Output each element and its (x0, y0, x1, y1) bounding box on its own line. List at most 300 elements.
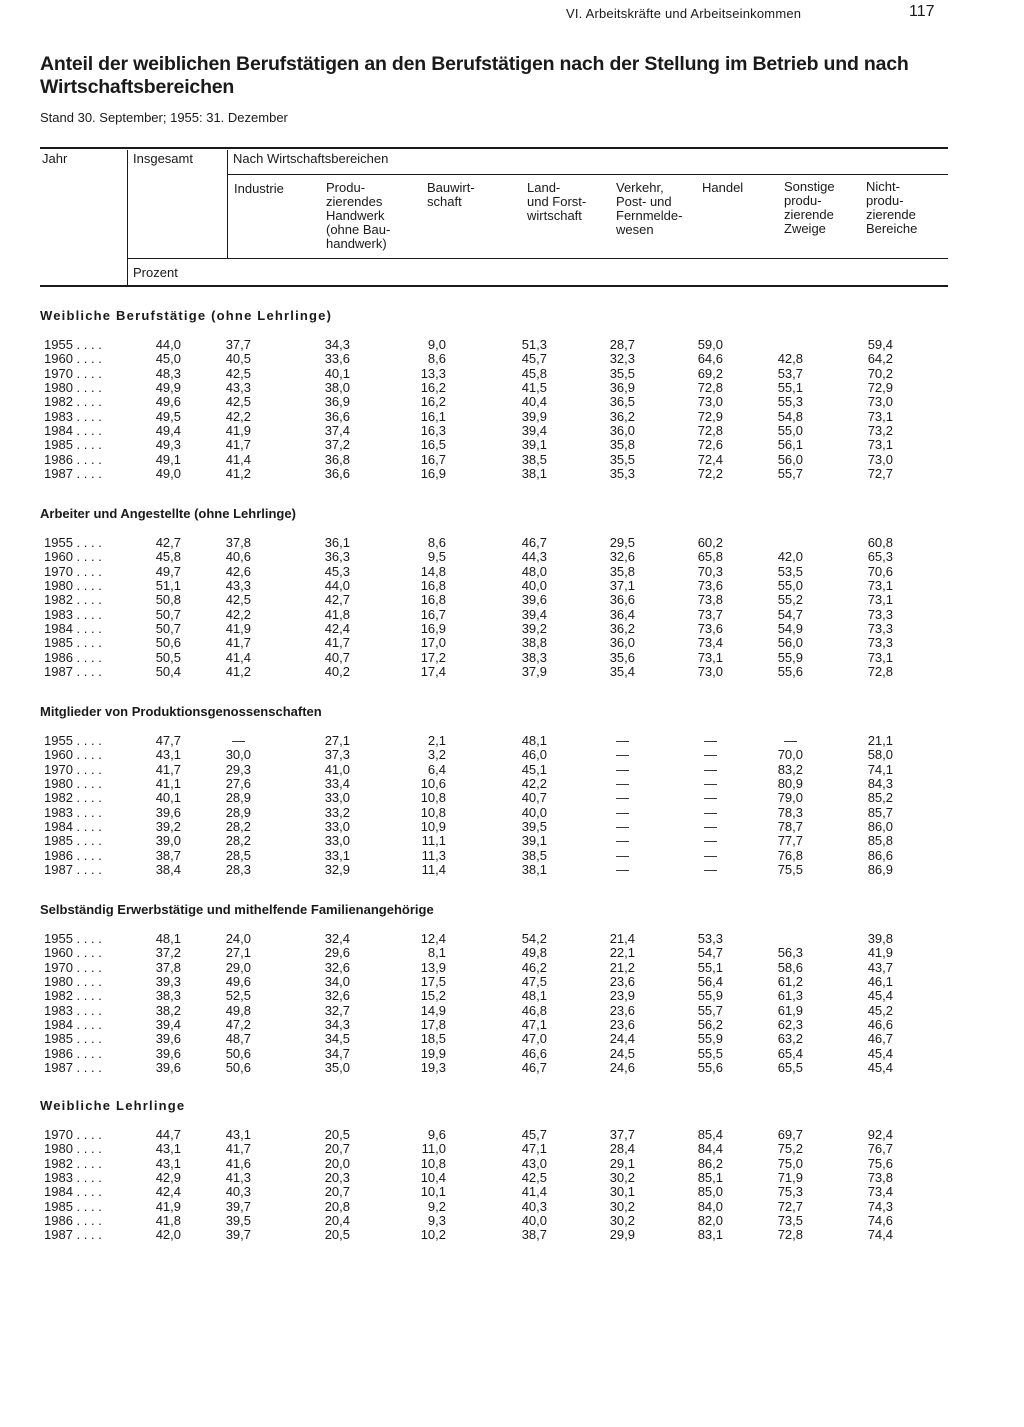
cell-land: 45,8 (521, 366, 547, 381)
table-row (0, 665, 1024, 679)
cell-bau: 16,5 (420, 437, 446, 452)
cell-total: 49,1 (155, 452, 181, 467)
cell-land: 45,7 (521, 1127, 547, 1142)
cell-nicht: 70,6 (867, 564, 893, 579)
cell-total: 41,8 (155, 1213, 181, 1228)
cell-handwerk: 34,5 (324, 1031, 350, 1046)
year-cell: 1987 . . . . (44, 466, 102, 481)
col-header-industrie: Industrie (234, 181, 284, 196)
cell-total: 39,6 (155, 1060, 181, 1075)
cell-bau: 16,8 (420, 578, 446, 593)
cell-handwerk: 44,0 (324, 578, 350, 593)
cell-total: 38,2 (155, 1003, 181, 1018)
table-row (0, 467, 1024, 481)
table-row (0, 565, 1024, 579)
year-cell: 1984 . . . . (44, 819, 102, 834)
cell-handwerk: 33,0 (324, 819, 350, 834)
cell-handwerk: 33,4 (324, 776, 350, 791)
section-title: Weibliche Lehrlinge (40, 1098, 186, 1113)
year-cell: 1986 . . . . (44, 1213, 102, 1228)
cell-total: 50,7 (155, 621, 181, 636)
cell-land: 37,9 (521, 664, 547, 679)
cell-total: 39,2 (155, 819, 181, 834)
cell-verkehr: 35,5 (609, 452, 635, 467)
year-cell: 1955 . . . . (44, 931, 102, 946)
cell-industrie: 30,0 (225, 747, 251, 762)
cell-total: 45,0 (155, 351, 181, 366)
cell-total: 38,3 (155, 988, 181, 1003)
cell-total: 38,4 (155, 862, 181, 877)
cell-bau: 12,4 (420, 931, 446, 946)
cell-nicht: 39,8 (867, 931, 893, 946)
year-cell: 1985 . . . . (44, 1199, 102, 1214)
cell-handwerk: 36,9 (324, 394, 350, 409)
cell-bau: 9,2 (427, 1199, 446, 1214)
cell-handwerk: 40,1 (324, 366, 350, 381)
cell-nicht: 84,3 (867, 776, 893, 791)
cell-bau: 16,1 (420, 409, 446, 424)
cell-land: 38,7 (521, 1227, 547, 1242)
cell-land: 41,5 (521, 380, 547, 395)
cell-handwerk: 34,0 (324, 974, 350, 989)
cell-land: 49,8 (521, 945, 547, 960)
table-row (0, 651, 1024, 665)
cell-sonstige: 54,9 (777, 621, 803, 636)
cell-nicht: 46,6 (867, 1017, 893, 1032)
cell-total: 48,3 (155, 366, 181, 381)
cell-total: 41,9 (155, 1199, 181, 1214)
cell-handel: 55,9 (697, 1031, 723, 1046)
cell-handwerk: 41,7 (324, 635, 350, 650)
cell-total: 44,0 (155, 337, 181, 352)
cell-handwerk: 33,6 (324, 351, 350, 366)
year-cell: 1970 . . . . (44, 762, 102, 777)
cell-bau: 16,3 (420, 423, 446, 438)
cell-nicht: 21,1 (867, 733, 893, 748)
cell-land: 40,0 (521, 805, 547, 820)
cell-land: 42,2 (521, 776, 547, 791)
cell-handel: 72,8 (697, 380, 723, 395)
year-cell: 1985 . . . . (44, 833, 102, 848)
cell-verkehr: — (616, 819, 629, 834)
cell-sonstige: 75,5 (777, 862, 803, 877)
cell-bau: 10,1 (420, 1184, 446, 1199)
cell-bau: 9,5 (427, 549, 446, 564)
cell-industrie: 42,5 (225, 366, 251, 381)
cell-nicht: 73,1 (867, 592, 893, 607)
cell-nicht: 85,8 (867, 833, 893, 848)
cell-handwerk: 20,5 (324, 1227, 350, 1242)
col-header-year: Jahr (42, 151, 68, 166)
col-header-total: Insgesamt (133, 151, 193, 166)
cell-handel: 72,8 (697, 423, 723, 438)
cell-verkehr: 30,2 (609, 1170, 635, 1185)
cell-verkehr: 29,5 (609, 535, 635, 550)
cell-total: 49,3 (155, 437, 181, 452)
cell-sonstige: 42,8 (777, 351, 803, 366)
year-cell: 1960 . . . . (44, 549, 102, 564)
cell-verkehr: 24,6 (609, 1060, 635, 1075)
cell-handel: 83,1 (697, 1227, 723, 1242)
cell-handwerk: 20,7 (324, 1141, 350, 1156)
cell-handwerk: 45,3 (324, 564, 350, 579)
cell-total: 42,0 (155, 1227, 181, 1242)
cell-bau: 9,6 (427, 1127, 446, 1142)
cell-handel: 54,7 (697, 945, 723, 960)
cell-total: 50,4 (155, 664, 181, 679)
cell-verkehr: 36,0 (609, 423, 635, 438)
year-cell: 1982 . . . . (44, 592, 102, 607)
cell-bau: 3,2 (427, 747, 446, 762)
cell-handwerk: 20,3 (324, 1170, 350, 1185)
cell-handel: 59,0 (697, 337, 723, 352)
cell-handel: 85,1 (697, 1170, 723, 1185)
cell-total: 39,3 (155, 974, 181, 989)
cell-land: 40,7 (521, 790, 547, 805)
cell-sonstige: 53,7 (777, 366, 803, 381)
cell-bau: 19,3 (420, 1060, 446, 1075)
cell-verkehr: 36,6 (609, 592, 635, 607)
cell-land: 39,4 (521, 423, 547, 438)
cell-verkehr: 35,4 (609, 664, 635, 679)
cell-verkehr: 29,9 (609, 1227, 635, 1242)
cell-total: 43,1 (155, 1156, 181, 1171)
cell-bau: 10,6 (420, 776, 446, 791)
cell-total: 51,1 (155, 578, 181, 593)
cell-handel: 85,4 (697, 1127, 723, 1142)
cell-nicht: 72,9 (867, 380, 893, 395)
cell-total: 39,4 (155, 1017, 181, 1032)
cell-handel: 72,2 (697, 466, 723, 481)
cell-handwerk: 42,7 (324, 592, 350, 607)
cell-industrie: 43,1 (225, 1127, 251, 1142)
cell-industrie: 41,6 (225, 1156, 251, 1171)
year-cell: 1970 . . . . (44, 366, 102, 381)
cell-handwerk: 20,8 (324, 1199, 350, 1214)
table-row (0, 1047, 1024, 1061)
cell-handwerk: 20,5 (324, 1127, 350, 1142)
header-bottom-rule (40, 285, 948, 287)
cell-land: 40,0 (521, 1213, 547, 1228)
cell-handel: 72,6 (697, 437, 723, 452)
cell-industrie: 39,7 (225, 1227, 251, 1242)
cell-nicht: 76,7 (867, 1141, 893, 1156)
cell-industrie: 27,6 (225, 776, 251, 791)
cell-total: 45,8 (155, 549, 181, 564)
table-row (0, 946, 1024, 960)
table-row (0, 579, 1024, 593)
cell-land: 39,2 (521, 621, 547, 636)
cell-verkehr: 36,2 (609, 621, 635, 636)
cell-land: 39,4 (521, 607, 547, 622)
cell-industrie: 50,6 (225, 1060, 251, 1075)
cell-handwerk: 37,4 (324, 423, 350, 438)
cell-sonstige: 75,2 (777, 1141, 803, 1156)
cell-nicht: 73,1 (867, 578, 893, 593)
table-row (0, 989, 1024, 1003)
cell-nicht: 41,9 (867, 945, 893, 960)
cell-land: 46,7 (521, 1060, 547, 1075)
cell-sonstige: 77,7 (777, 833, 803, 848)
year-cell: 1980 . . . . (44, 578, 102, 593)
cell-handel: 82,0 (697, 1213, 723, 1228)
table-row (0, 863, 1024, 877)
cell-nicht: 43,7 (867, 960, 893, 975)
cell-bau: 10,4 (420, 1170, 446, 1185)
cell-handel: 69,2 (697, 366, 723, 381)
cell-sonstige: 55,0 (777, 423, 803, 438)
cell-land: 41,4 (521, 1184, 547, 1199)
cell-land: 48,0 (521, 564, 547, 579)
year-cell: 1970 . . . . (44, 960, 102, 975)
cell-bau: 16,9 (420, 621, 446, 636)
cell-verkehr: — (616, 833, 629, 848)
cell-nicht: 73,4 (867, 1184, 893, 1199)
cell-verkehr: 37,7 (609, 1127, 635, 1142)
cell-sonstige: 65,5 (777, 1060, 803, 1075)
cell-land: 38,1 (521, 466, 547, 481)
cell-handwerk: 36,8 (324, 452, 350, 467)
cell-verkehr: 24,5 (609, 1046, 635, 1061)
year-cell: 1987 . . . . (44, 1227, 102, 1242)
cell-handwerk: 35,0 (324, 1060, 350, 1075)
cell-nicht: 46,1 (867, 974, 893, 989)
table-row (0, 834, 1024, 848)
cell-total: 41,7 (155, 762, 181, 777)
cell-nicht: 74,3 (867, 1199, 893, 1214)
cell-verkehr: 23,6 (609, 1017, 635, 1032)
cell-handwerk: 20,7 (324, 1184, 350, 1199)
cell-bau: 9,3 (427, 1213, 446, 1228)
running-header: VI. Arbeitskräfte und Arbeitseinkommen (566, 6, 802, 21)
year-cell: 1982 . . . . (44, 394, 102, 409)
cell-sonstige: 55,6 (777, 664, 803, 679)
table-row (0, 820, 1024, 834)
cell-nicht: 72,7 (867, 466, 893, 481)
cell-industrie: 28,2 (225, 833, 251, 848)
cell-industrie: 39,7 (225, 1199, 251, 1214)
cell-bau: 17,2 (420, 650, 446, 665)
cell-nicht: 74,4 (867, 1227, 893, 1242)
cell-industrie: 43,3 (225, 380, 251, 395)
cell-industrie: 43,3 (225, 578, 251, 593)
cell-nicht: 73,0 (867, 394, 893, 409)
cell-nicht: 92,4 (867, 1127, 893, 1142)
cell-industrie: 27,1 (225, 945, 251, 960)
cell-nicht: 45,4 (867, 1046, 893, 1061)
cell-bau: 11,3 (421, 848, 446, 863)
cell-industrie: 49,8 (225, 1003, 251, 1018)
cell-industrie: 29,3 (225, 762, 251, 777)
cell-industrie: 42,2 (225, 409, 251, 424)
cell-total: 49,4 (155, 423, 181, 438)
cell-land: 39,1 (521, 833, 547, 848)
cell-handwerk: 27,1 (324, 733, 350, 748)
cell-bau: 11,4 (421, 862, 446, 877)
cell-bau: 17,4 (420, 664, 446, 679)
cell-handel: 64,6 (697, 351, 723, 366)
year-cell: 1986 . . . . (44, 1046, 102, 1061)
cell-nicht: 85,7 (867, 805, 893, 820)
col-header-bau: Bauwirt- schaft (427, 180, 475, 209)
cell-sonstige: 53,5 (777, 564, 803, 579)
table-row (0, 395, 1024, 409)
table-row (0, 1004, 1024, 1018)
cell-verkehr: 23,6 (609, 974, 635, 989)
cell-sonstige: 83,2 (777, 762, 803, 777)
cell-total: 37,2 (155, 945, 181, 960)
cell-sonstige: 70,0 (777, 747, 803, 762)
cell-sonstige: 63,2 (777, 1031, 803, 1046)
document-title: Anteil der weiblichen Berufstätigen an den Berufstätigen nach der Stellung im Betrieb und nach Wirtschaftsbereichen (40, 53, 909, 98)
cell-sonstige: 55,0 (777, 578, 803, 593)
cell-sonstige: 56,3 (777, 945, 803, 960)
cell-bau: 8,6 (427, 351, 446, 366)
cell-industrie: 28,5 (225, 848, 251, 863)
year-cell: 1985 . . . . (44, 437, 102, 452)
cell-land: 47,1 (521, 1017, 547, 1032)
table-row (0, 1228, 1024, 1242)
table-row (0, 367, 1024, 381)
table-row (0, 1200, 1024, 1214)
cell-land: 40,4 (521, 394, 547, 409)
cell-nicht: 85,2 (867, 790, 893, 805)
table-row (0, 806, 1024, 820)
cell-industrie: 41,7 (225, 1141, 251, 1156)
cell-handel: — (704, 733, 717, 748)
cell-handwerk: 32,6 (324, 960, 350, 975)
cell-industrie: 28,3 (225, 862, 251, 877)
cell-handwerk: 33,1 (324, 848, 350, 863)
cell-industrie: 42,5 (225, 592, 251, 607)
cell-handwerk: 33,0 (324, 790, 350, 805)
table-row (0, 536, 1024, 550)
cell-bau: 11,1 (421, 833, 446, 848)
cell-nicht: 74,6 (867, 1213, 893, 1228)
table-row (0, 734, 1024, 748)
cell-industrie: 41,9 (225, 621, 251, 636)
cell-handel: 84,0 (697, 1199, 723, 1214)
cell-land: 48,1 (521, 988, 547, 1003)
cell-bau: 16,7 (420, 452, 446, 467)
cell-handel: 73,4 (697, 635, 723, 650)
cell-sonstige: 65,4 (777, 1046, 803, 1061)
year-cell: 1987 . . . . (44, 1060, 102, 1075)
cell-total: 49,7 (155, 564, 181, 579)
cell-bau: 16,9 (420, 466, 446, 481)
cell-land: 42,5 (521, 1170, 547, 1185)
col-header-group: Nach Wirtschaftsbereichen (233, 151, 389, 166)
cell-bau: 10,8 (420, 1156, 446, 1171)
table-row (0, 1032, 1024, 1046)
cell-nicht: 65,3 (867, 549, 893, 564)
cell-industrie: 41,4 (225, 650, 251, 665)
col-header-handel: Handel (702, 180, 744, 195)
cell-verkehr: — (616, 733, 629, 748)
cell-bau: 17,0 (420, 635, 446, 650)
cell-verkehr: 28,7 (609, 337, 635, 352)
cell-total: 43,1 (155, 747, 181, 762)
cell-industrie: 39,5 (225, 1213, 251, 1228)
header-top-rule (40, 147, 948, 149)
cell-industrie: 40,5 (225, 351, 251, 366)
cell-handwerk: 36,6 (324, 409, 350, 424)
cell-total: 39,0 (155, 833, 181, 848)
cell-bau: 2,1 (427, 733, 446, 748)
cell-total: 39,6 (155, 805, 181, 820)
cell-industrie: 42,5 (225, 394, 251, 409)
cell-industrie: 42,6 (225, 564, 251, 579)
cell-handwerk: 34,3 (324, 337, 350, 352)
cell-handwerk: 37,3 (324, 747, 350, 762)
cell-sonstige: 62,3 (777, 1017, 803, 1032)
cell-verkehr: 23,9 (609, 988, 635, 1003)
cell-total: 41,1 (155, 776, 181, 791)
cell-nicht: 73,8 (867, 1170, 893, 1185)
cell-land: 38,5 (521, 848, 547, 863)
cell-land: 51,3 (521, 337, 547, 352)
cell-sonstige: — (784, 733, 797, 748)
cell-land: 48,1 (521, 733, 547, 748)
cell-handel: — (704, 776, 717, 791)
cell-bau: 11,0 (421, 1141, 446, 1156)
cell-nicht: 75,6 (867, 1156, 893, 1171)
cell-handwerk: 33,2 (324, 805, 350, 820)
year-cell: 1985 . . . . (44, 1031, 102, 1046)
header-divider-total (227, 150, 228, 259)
section-title: Selbständig Erwerbstätige und mithelfende Familienangehörige (40, 902, 434, 917)
cell-nicht: 73,3 (867, 621, 893, 636)
cell-handwerk: 33,0 (324, 833, 350, 848)
cell-verkehr: 36,2 (609, 409, 635, 424)
year-cell: 1986 . . . . (44, 848, 102, 863)
cell-land: 47,1 (521, 1141, 547, 1156)
cell-bau: 6,4 (427, 762, 446, 777)
cell-handwerk: 40,2 (324, 664, 350, 679)
cell-total: 50,7 (155, 607, 181, 622)
table-row (0, 1214, 1024, 1228)
cell-handel: — (704, 762, 717, 777)
table-row (0, 608, 1024, 622)
cell-land: 39,5 (521, 819, 547, 834)
cell-verkehr: 22,1 (609, 945, 635, 960)
cell-verkehr: — (616, 805, 629, 820)
year-cell: 1983 . . . . (44, 1003, 102, 1018)
cell-handel: 53,3 (697, 931, 723, 946)
cell-bau: 10,9 (420, 819, 446, 834)
year-cell: 1983 . . . . (44, 607, 102, 622)
cell-verkehr: 23,6 (609, 1003, 635, 1018)
cell-verkehr: — (616, 848, 629, 863)
cell-sonstige: 55,1 (777, 380, 803, 395)
table-row (0, 1171, 1024, 1185)
cell-handwerk: 42,4 (324, 621, 350, 636)
cell-handwerk: 32,4 (324, 931, 350, 946)
cell-nicht: 86,6 (867, 848, 893, 863)
year-cell: 1986 . . . . (44, 452, 102, 467)
cell-bau: 8,6 (427, 535, 446, 550)
cell-total: 47,7 (155, 733, 181, 748)
cell-verkehr: — (616, 790, 629, 805)
table-row (0, 438, 1024, 452)
cell-handel: 86,2 (697, 1156, 723, 1171)
cell-verkehr: 35,8 (609, 437, 635, 452)
cell-handel: 84,4 (697, 1141, 723, 1156)
year-cell: 1987 . . . . (44, 862, 102, 877)
cell-industrie: 28,9 (225, 805, 251, 820)
year-cell: 1985 . . . . (44, 635, 102, 650)
cell-handel: — (704, 833, 717, 848)
